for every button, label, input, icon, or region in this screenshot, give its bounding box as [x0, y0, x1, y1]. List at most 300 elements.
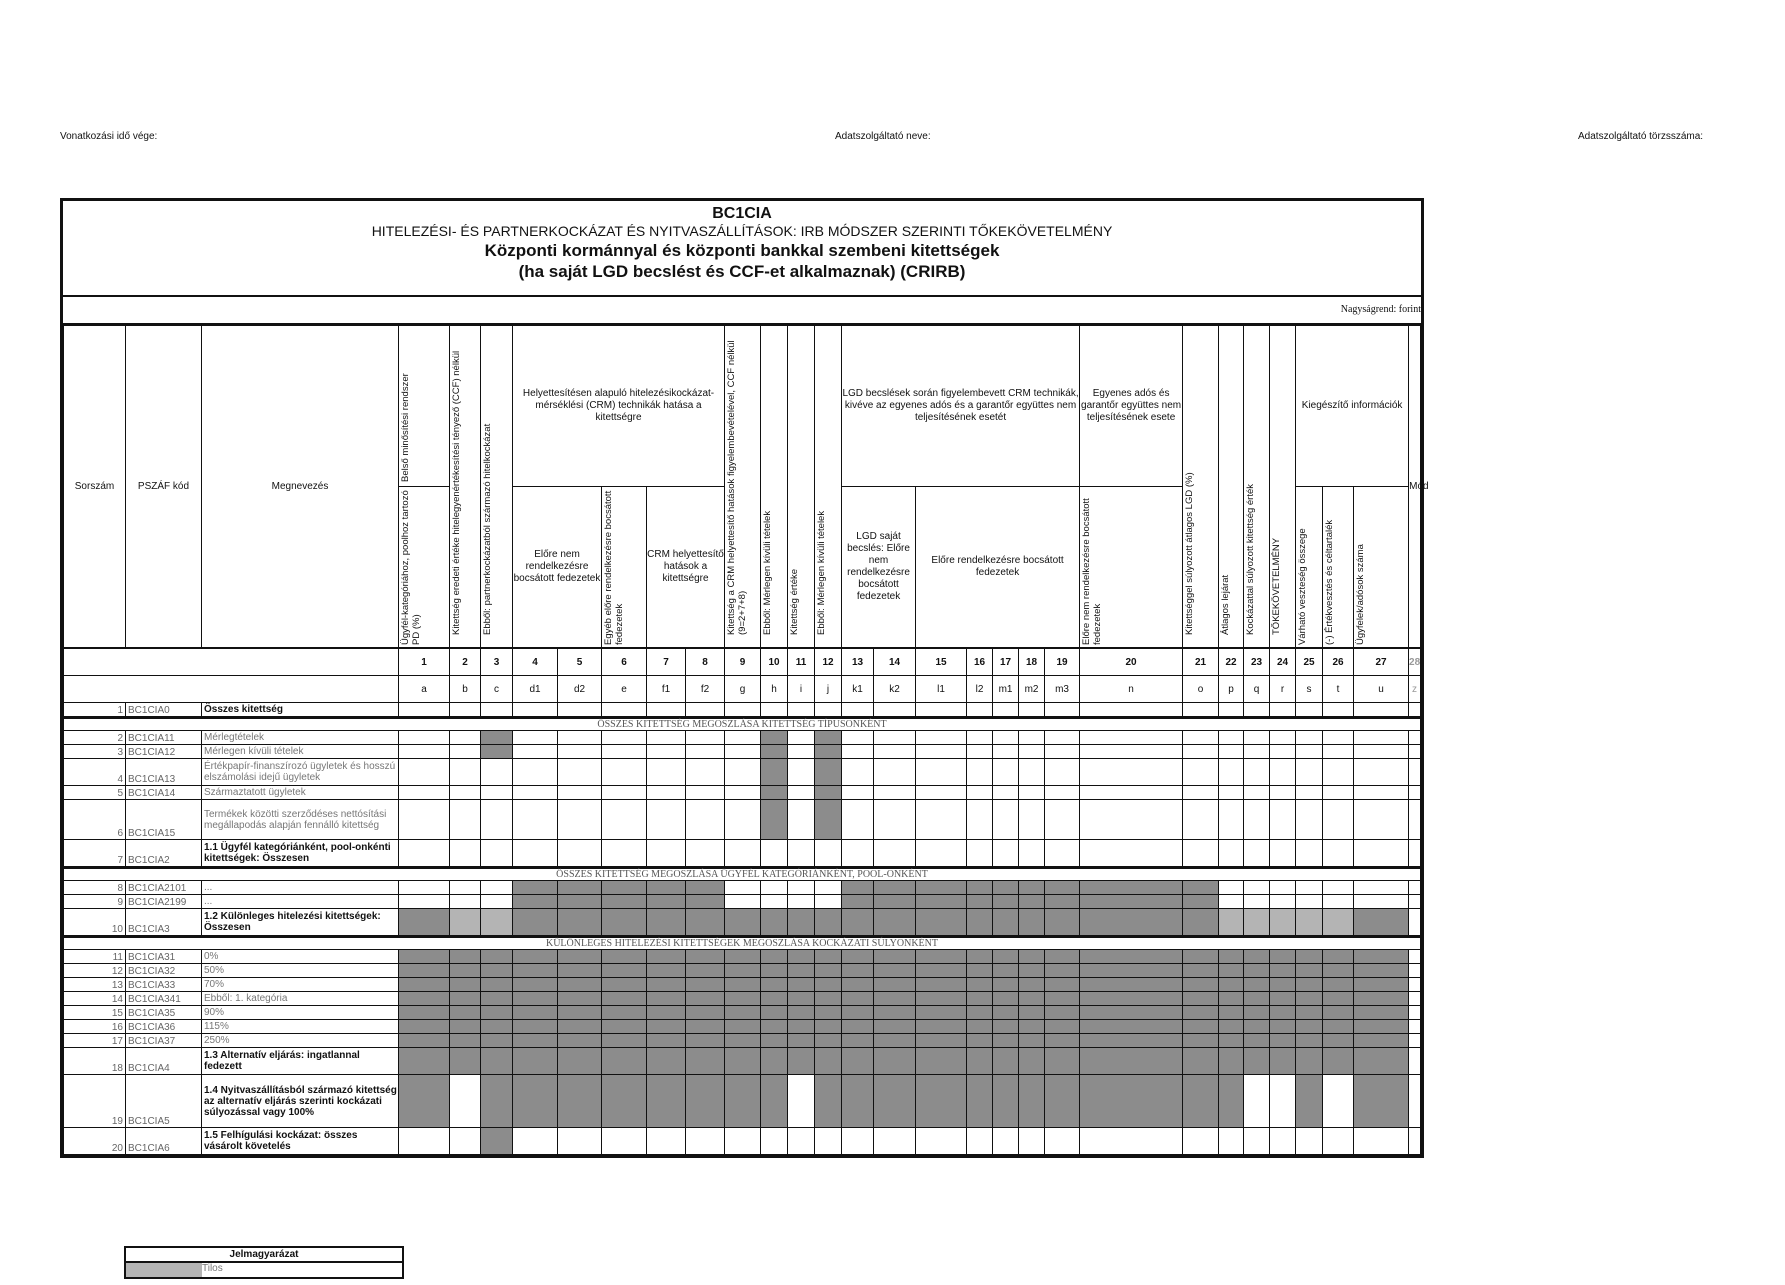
col-number-7: 7 — [647, 649, 686, 676]
cell — [1244, 950, 1270, 964]
cell — [1183, 1075, 1219, 1128]
cell — [558, 1006, 602, 1020]
col-letter-2: b — [450, 676, 481, 703]
table-row — [64, 978, 1421, 992]
col-letter-7: f1 — [647, 676, 686, 703]
cell — [1270, 909, 1296, 937]
cell — [725, 786, 761, 800]
cell — [1323, 840, 1354, 868]
cell — [1019, 759, 1045, 786]
cell — [1409, 978, 1421, 992]
cell — [1354, 964, 1409, 978]
col-number-27: 27 — [1354, 649, 1409, 676]
cell — [1244, 1075, 1270, 1128]
cell — [399, 1048, 450, 1075]
cell — [993, 992, 1019, 1006]
cell — [647, 703, 686, 718]
cell — [1409, 800, 1421, 840]
cell — [993, 703, 1019, 718]
cell — [1270, 800, 1296, 840]
cell — [1409, 992, 1421, 1006]
cell — [1323, 1034, 1354, 1048]
cell — [1270, 759, 1296, 786]
cell — [450, 800, 481, 840]
cell — [1323, 881, 1354, 895]
cell — [686, 1048, 725, 1075]
cell — [450, 1048, 481, 1075]
cell — [788, 1020, 815, 1034]
cell — [916, 731, 967, 745]
cell — [788, 745, 815, 759]
cell — [993, 1048, 1019, 1075]
cell — [1080, 1128, 1183, 1155]
table-row — [64, 1020, 1421, 1034]
cell — [1270, 978, 1296, 992]
cell — [1045, 909, 1080, 937]
cell — [481, 786, 513, 800]
cell — [1296, 950, 1323, 964]
cell — [993, 964, 1019, 978]
row-code: BC1CIA2199 — [126, 895, 202, 909]
row-name: 1.1 Ügyfél kategóriánként, pool-onkénti kitettségek: Összesen — [202, 840, 399, 868]
cell — [647, 745, 686, 759]
row-code: BC1CIA3 — [126, 909, 202, 937]
cell — [788, 1034, 815, 1048]
header-col-1: Ügyfél-kategóriához, poolhoz tartozó PD (%) — [400, 490, 422, 645]
cell — [1244, 759, 1270, 786]
row-number: 12 — [64, 964, 126, 978]
header-col-6: Egyéb előre rendelkezésre bocsátott fedezetek — [603, 490, 625, 645]
cell — [788, 950, 815, 964]
row-number: 1 — [64, 703, 126, 718]
cell — [1080, 992, 1183, 1006]
row-name: Termékek közötti szerződéses nettósítási megállapodás alapján fennálló kitettség — [202, 800, 399, 840]
cell — [1409, 881, 1421, 895]
cell — [993, 1034, 1019, 1048]
cell — [450, 840, 481, 868]
cell — [1270, 1006, 1296, 1020]
cell — [1244, 731, 1270, 745]
cell — [1354, 786, 1409, 800]
col-letter-22: p — [1219, 676, 1244, 703]
cell — [916, 881, 967, 895]
cell — [647, 992, 686, 1006]
cell — [1244, 895, 1270, 909]
cell — [481, 1128, 513, 1155]
cell — [602, 895, 647, 909]
col-letter-23: q — [1244, 676, 1270, 703]
col-letter-11: i — [788, 676, 815, 703]
row-name: 250% — [202, 1034, 399, 1048]
col-number-5: 5 — [558, 649, 602, 676]
header-col-26: (-) Értékvesztés és céltartalék — [1324, 519, 1336, 645]
row-number: 16 — [64, 1020, 126, 1034]
cell — [513, 992, 558, 1006]
cell — [450, 1034, 481, 1048]
cell — [725, 800, 761, 840]
cell — [450, 978, 481, 992]
cell — [481, 731, 513, 745]
cell — [481, 978, 513, 992]
cell — [788, 978, 815, 992]
cell — [647, 800, 686, 840]
table-row — [64, 992, 1421, 1006]
cell — [1296, 1048, 1323, 1075]
cell — [993, 786, 1019, 800]
col-number-1: 1 — [399, 649, 450, 676]
cell — [686, 703, 725, 718]
cell — [815, 745, 842, 759]
row-name: 115% — [202, 1020, 399, 1034]
cell — [725, 745, 761, 759]
cell — [1219, 786, 1244, 800]
row-name: 70% — [202, 978, 399, 992]
col-number-10: 10 — [761, 649, 788, 676]
legend-swatch — [126, 1263, 202, 1277]
cell — [1080, 909, 1183, 937]
header-col-27: Ügyfelek/adósok száma — [1355, 544, 1367, 645]
cell — [1354, 881, 1409, 895]
cell — [399, 703, 450, 718]
cell — [399, 1034, 450, 1048]
cell — [647, 978, 686, 992]
cell — [1019, 964, 1045, 978]
cell — [1045, 1034, 1080, 1048]
cell — [993, 950, 1019, 964]
header-col-3: Ebből: partnerkockázatból származó hitelkockázat — [482, 423, 493, 635]
cell — [399, 895, 450, 909]
header-pszaf-code: PSZÁF kód — [126, 326, 202, 648]
cell — [481, 950, 513, 964]
cell — [602, 786, 647, 800]
cell — [1323, 703, 1354, 718]
cell — [761, 895, 788, 909]
cell — [967, 786, 993, 800]
col-letter-9: g — [725, 676, 761, 703]
provider-reg-label: Adatszolgáltató törzsszáma: — [1578, 131, 1704, 142]
row-code: BC1CIA2101 — [126, 881, 202, 895]
header-col-25: Várható veszteség összege — [1297, 528, 1309, 645]
cell — [788, 759, 815, 786]
cell — [1270, 786, 1296, 800]
cell — [1244, 745, 1270, 759]
cell — [916, 895, 967, 909]
cell — [1354, 895, 1409, 909]
cell — [815, 978, 842, 992]
cell — [686, 840, 725, 868]
cell — [725, 1034, 761, 1048]
cell — [686, 964, 725, 978]
row-code: BC1CIA36 — [126, 1020, 202, 1034]
cell — [1270, 1020, 1296, 1034]
cell — [1270, 731, 1296, 745]
cell — [602, 800, 647, 840]
cell — [874, 881, 916, 895]
cell — [399, 745, 450, 759]
cell — [558, 1034, 602, 1048]
cell — [916, 964, 967, 978]
cell — [1019, 909, 1045, 937]
row-name: 50% — [202, 964, 399, 978]
cell — [513, 978, 558, 992]
cell — [1323, 909, 1354, 937]
cell — [1323, 731, 1354, 745]
cell — [916, 992, 967, 1006]
cell — [1183, 978, 1219, 992]
header-col-2: Kitettség eredeti értéke hitelegyenértékesítési tényező (CCF) nélkül — [451, 350, 462, 635]
cell — [1045, 840, 1080, 868]
header-funded-collateral: Előre rendelkezésre bocsátott fedezetek — [916, 487, 1080, 648]
cell — [1296, 909, 1323, 937]
cell — [815, 1006, 842, 1020]
row-name: Mérlegen kívüli tételek — [202, 745, 399, 759]
cell — [967, 840, 993, 868]
section-by-client-category: ÖSSZES KITETTSÉG MEGOSZLÁSA ÜGYFÉL KATEGÓRIÁNKÉNT, POOL-ONKÉNT — [64, 868, 1421, 881]
cell — [993, 881, 1019, 895]
cell — [558, 1020, 602, 1034]
col-letter-15: l1 — [916, 676, 967, 703]
cell — [1244, 992, 1270, 1006]
cell — [1270, 895, 1296, 909]
cell — [647, 1006, 686, 1020]
cell — [399, 1020, 450, 1034]
cell — [761, 992, 788, 1006]
cell — [874, 1020, 916, 1034]
cell — [1019, 1020, 1045, 1034]
cell — [761, 800, 788, 840]
cell — [788, 1128, 815, 1155]
cell — [399, 1128, 450, 1155]
cell — [788, 964, 815, 978]
header-sorszam: Sorszám — [64, 326, 126, 648]
cell — [513, 1020, 558, 1034]
cell — [1219, 978, 1244, 992]
cell — [558, 800, 602, 840]
cell — [874, 759, 916, 786]
cell — [967, 909, 993, 937]
cell — [602, 759, 647, 786]
row-name: ... — [202, 895, 399, 909]
cell — [1080, 1034, 1183, 1048]
cell — [1296, 978, 1323, 992]
col-number-19: 19 — [1045, 649, 1080, 676]
cell — [842, 881, 874, 895]
cell — [1080, 1075, 1183, 1128]
cell — [513, 786, 558, 800]
col-number-25: 25 — [1296, 649, 1323, 676]
cell — [450, 759, 481, 786]
header-col-23: Kockázattal súlyozott kitettség érték — [1245, 483, 1257, 635]
cell — [1323, 895, 1354, 909]
cell — [1354, 840, 1409, 868]
cell — [725, 1128, 761, 1155]
row-code: BC1CIA13 — [126, 759, 202, 786]
row-number: 13 — [64, 978, 126, 992]
cell — [725, 759, 761, 786]
cell — [1219, 745, 1244, 759]
cell — [602, 703, 647, 718]
cell — [761, 1006, 788, 1020]
cell — [1354, 800, 1409, 840]
col-letter-28: z — [1409, 676, 1421, 703]
cell — [1409, 950, 1421, 964]
cell — [1409, 703, 1421, 718]
cell — [513, 881, 558, 895]
cell — [874, 1075, 916, 1128]
cell — [1409, 895, 1421, 909]
cell — [916, 1034, 967, 1048]
cell — [815, 786, 842, 800]
cell — [788, 1006, 815, 1020]
cell — [967, 964, 993, 978]
cell — [1183, 800, 1219, 840]
cell — [1244, 1128, 1270, 1155]
cell — [1323, 759, 1354, 786]
header-col-11: Kitettség értéke — [789, 568, 801, 635]
cell — [513, 703, 558, 718]
cell — [1296, 1006, 1323, 1020]
cell — [1080, 964, 1183, 978]
cell — [967, 745, 993, 759]
cell — [1183, 1034, 1219, 1048]
table-row — [64, 1128, 1421, 1155]
cell — [916, 909, 967, 937]
cell — [1270, 992, 1296, 1006]
cell — [916, 703, 967, 718]
cell — [788, 703, 815, 718]
cell — [647, 1020, 686, 1034]
cell — [602, 909, 647, 937]
cell — [1183, 964, 1219, 978]
cell — [842, 1048, 874, 1075]
table-row — [64, 895, 1421, 909]
cell — [993, 909, 1019, 937]
cell — [761, 964, 788, 978]
table-row — [64, 800, 1421, 840]
cell — [1244, 1020, 1270, 1034]
cell — [1354, 978, 1409, 992]
cell — [815, 950, 842, 964]
cell — [1019, 950, 1045, 964]
cell — [815, 881, 842, 895]
cell — [513, 1075, 558, 1128]
cell — [1045, 881, 1080, 895]
cell — [1219, 1020, 1244, 1034]
row-number: 4 — [64, 759, 126, 786]
header-col-21: Kitettséggel súlyozott átlagos LGD (%) — [1184, 471, 1196, 635]
cell — [1409, 1048, 1421, 1075]
cell — [602, 964, 647, 978]
cell — [725, 895, 761, 909]
cell — [558, 909, 602, 937]
cell — [967, 1075, 993, 1128]
legend-item — [126, 1263, 402, 1277]
cell — [1219, 840, 1244, 868]
cell — [874, 964, 916, 978]
cell — [1244, 703, 1270, 718]
cell — [399, 1006, 450, 1020]
cell — [647, 840, 686, 868]
row-code: BC1CIA5 — [126, 1075, 202, 1128]
cell — [1045, 800, 1080, 840]
table-row — [64, 703, 1421, 718]
cell — [1219, 909, 1244, 937]
cell — [842, 895, 874, 909]
cell — [1019, 1075, 1045, 1128]
row-code: BC1CIA341 — [126, 992, 202, 1006]
cell — [874, 703, 916, 718]
provider-name-label: Adatszolgáltató neve: — [835, 131, 931, 142]
cell — [1019, 1128, 1045, 1155]
cell — [1183, 731, 1219, 745]
row-code: BC1CIA2 — [126, 840, 202, 868]
cell — [874, 800, 916, 840]
cell — [1323, 978, 1354, 992]
cell — [1244, 1048, 1270, 1075]
cell — [815, 992, 842, 1006]
cell — [1080, 881, 1183, 895]
cell — [842, 1075, 874, 1128]
header-crm-substitution: Helyettesítésen alapuló hitelezésikockázat-mérséklési (CRM) technikák hatása a kitettségre — [513, 326, 725, 487]
cell — [1219, 1075, 1244, 1128]
cell — [1354, 1006, 1409, 1020]
col-number-24: 24 — [1270, 649, 1296, 676]
cell — [761, 1020, 788, 1034]
cell — [1354, 731, 1409, 745]
cell — [1183, 1048, 1219, 1075]
cell — [1019, 978, 1045, 992]
cell — [788, 992, 815, 1006]
cell — [513, 964, 558, 978]
cell — [1183, 786, 1219, 800]
cell — [558, 703, 602, 718]
table-row — [64, 840, 1421, 868]
row-code: BC1CIA6 — [126, 1128, 202, 1155]
legend — [124, 1246, 404, 1279]
cell — [842, 1034, 874, 1048]
cell — [761, 909, 788, 937]
cell — [815, 1075, 842, 1128]
cell — [1409, 909, 1421, 937]
cell — [481, 881, 513, 895]
table-row — [64, 731, 1421, 745]
cell — [602, 978, 647, 992]
cell — [916, 1006, 967, 1020]
cell — [1219, 1006, 1244, 1020]
form-subtitle: Központi kormánnyal és központi bankkal szembeni kitettségek — [484, 241, 1000, 260]
cell — [1296, 1075, 1323, 1128]
cell — [967, 1034, 993, 1048]
cell — [1019, 992, 1045, 1006]
cell — [1045, 895, 1080, 909]
cell — [1296, 964, 1323, 978]
cell — [967, 1048, 993, 1075]
cell — [761, 840, 788, 868]
cell — [761, 881, 788, 895]
cell — [513, 1034, 558, 1048]
cell — [1080, 950, 1183, 964]
cell — [788, 1075, 815, 1128]
cell — [1354, 1034, 1409, 1048]
cell — [558, 731, 602, 745]
cell — [967, 800, 993, 840]
cell — [1080, 895, 1183, 909]
cell — [1323, 745, 1354, 759]
row-name: Ebből: 1. kategória — [202, 992, 399, 1006]
col-letter-6: e — [602, 676, 647, 703]
cell — [842, 950, 874, 964]
cell — [1183, 992, 1219, 1006]
